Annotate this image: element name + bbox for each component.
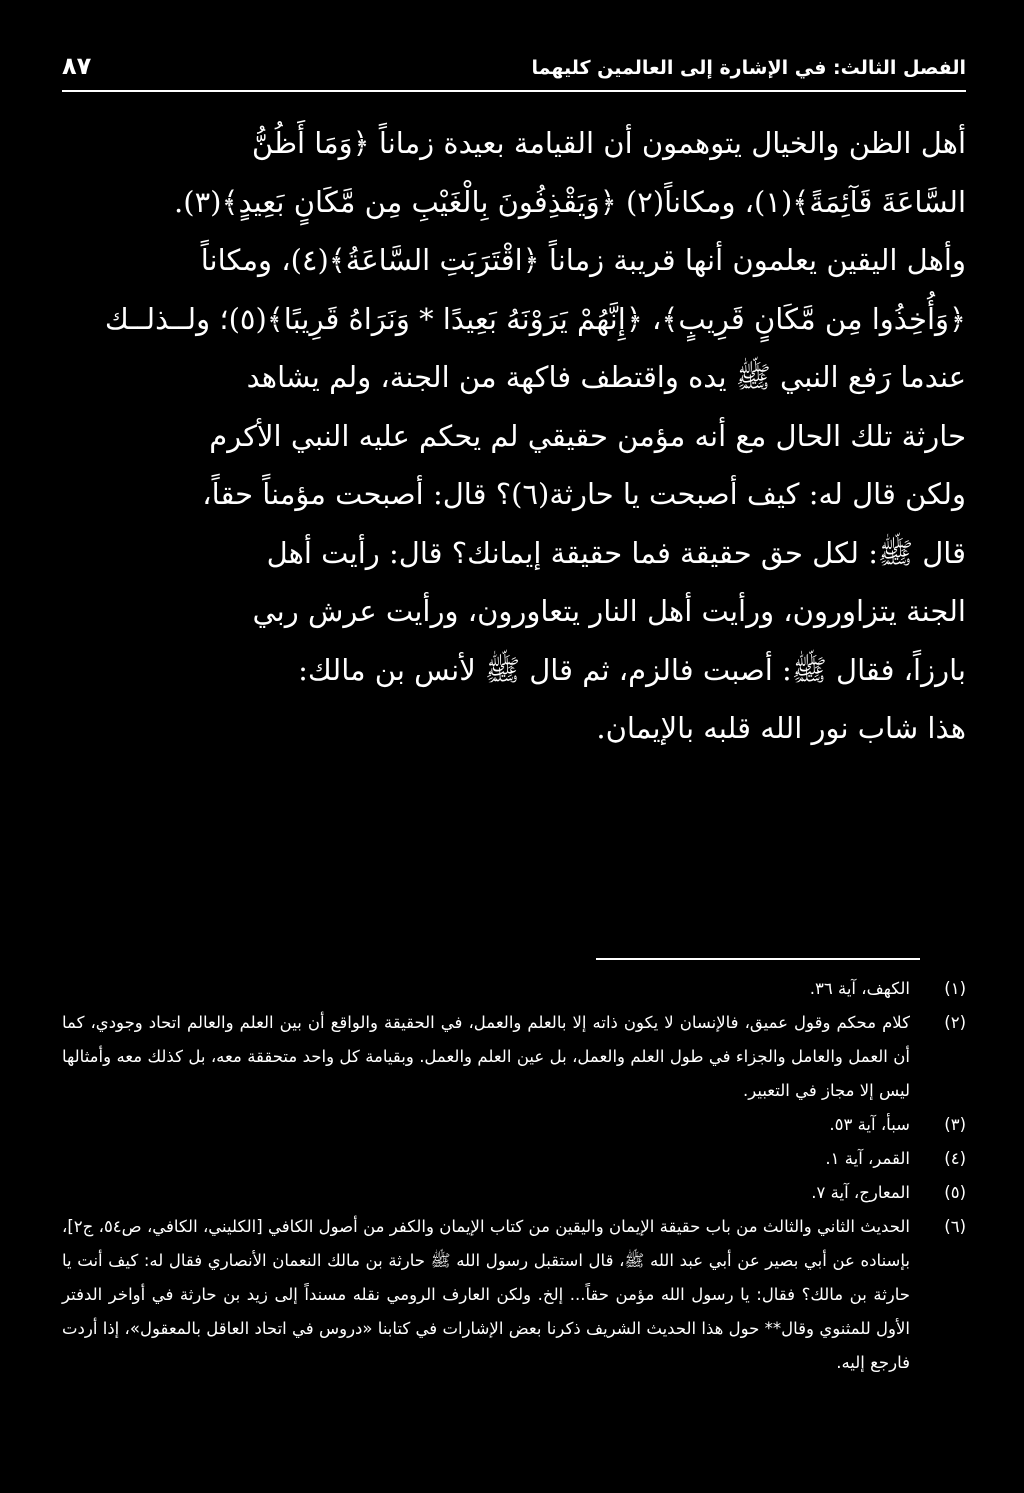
footnote: [62, 1176, 966, 1210]
footnote: [62, 1006, 966, 1108]
text-line: وأهل اليقين يعلمون أنها قريبة زماناً ﴿اقْتَرَبَتِ السَّاعَةُ﴾(٤)، ومكاناً: [200, 243, 966, 277]
footnotes: [62, 972, 966, 1380]
footnote: [62, 1108, 966, 1142]
footnote: [62, 1210, 966, 1380]
text-line: الجنة يتزاورون، ورأيت أهل النار يتعاورون، ورأيت عرش ربي: [252, 594, 966, 628]
footnote: [62, 972, 966, 1006]
footnote-divider: [596, 958, 920, 960]
footnote-number: (١): [944, 979, 966, 998]
footnote-number: (٥): [944, 1183, 966, 1202]
footnote-number: (٦): [944, 1217, 966, 1236]
text-line: بارزاً، فقال ﷺ: أصبت فالزم، ثم قال ﷺ لأنس بن مالك:: [298, 652, 966, 687]
main-text: [62, 114, 966, 758]
footnote-number: (٢): [944, 1013, 966, 1032]
page-header: [62, 52, 966, 80]
footnote-text: الحديث الثاني والثالث من باب حقيقة الإيمان واليقين من كتاب الإيمان والكفر من أصول الكافي [الكليني، الكافي، ص٥٤، ج٢]، بإسناده عن أبي بصير عن أبي عبد الله ﷺ، قال استقبل رسول الله ﷺ حارثة بن مالك النعمان الأنصاري فقال له: كيف أنت يا حارثة بن مالك؟ فقال: يا رسول الله مؤمن حقاً... إلخ. ولكن العارف الرومي نقله مسنداً إلى زيد بن حارثة في أواخر الدفتر الأول للمثنوي وقال** حول هذا الحديث الشريف ذكرنا بعض الإشارات في كتابنا «دروس في اتحاد العاقل بالمعقول»، إذا أردت فارجع إليه.: [62, 1217, 910, 1372]
header-divider: [62, 90, 966, 92]
footnote-number: (٣): [944, 1115, 966, 1134]
footnote-text: الكهف، آية ٣٦.: [809, 979, 910, 998]
text-line: عندما رَفع النبي ﷺ يده واقتطف فاكهة من الجنة، ولم يشاهد: [246, 360, 966, 394]
text-line: هذا شاب نور الله قلبه بالإيمان.: [596, 711, 966, 745]
text-line: ولكن قال له: كيف أصبحت يا حارثة(٦)؟ قال: أصبحت مؤمناً حقاً،: [202, 477, 966, 511]
text-line: قال ﷺ: لكل حق حقيقة فما حقيقة إيمانك؟ قال: رأيت أهل: [266, 535, 966, 570]
footnote-number: (٤): [944, 1149, 966, 1168]
footnote: [62, 1142, 966, 1176]
text-line: السَّاعَةَ قَآئِمَةً﴾(١)، ومكاناً(٢) ﴿وَيَقْذِفُونَ بِالْغَيْبِ مِن مَّكَانٍ بَعِيدٍ﴾(٣).: [174, 184, 966, 219]
footnote-text: سبأ، آية ٥٣.: [829, 1115, 910, 1134]
text-line: حارثة تلك الحال مع أنه مؤمن حقيقي لم يحكم عليه النبي الأكرم: [209, 418, 966, 453]
footnote-text: القمر، آية ١.: [825, 1149, 910, 1168]
chapter-title: الفصل الثالث: في الإشارة إلى العالمين كليهما: [531, 57, 966, 79]
footnote-text: كلام محكم وقول عميق، فالإنسان لا يكون ذاته إلا بالعلم والعمل، في الحقيقة والواقع أن بين العلم والعالم اتحاد وجودي، كما أن العمل والعامل والجزاء في طول العلم والعمل، بل عين العلم والعمل. وبقيامة كل واحد متحققة معه، بل كذلك معه وأمثالها ليس إلا مجاز في التعبير.: [62, 1013, 910, 1100]
page-number: ٨٧: [62, 52, 92, 80]
text-line: أهل الظن والخيال يتوهمون أن القيامة بعيدة زماناً ﴿وَمَا أَظُنُّ: [251, 126, 966, 160]
footnote-text: المعارج، آية ٧.: [811, 1183, 910, 1202]
text-line: ﴿وَأُخِذُوا مِن مَّكَانٍ قَرِيبٍ﴾، ﴿إِنَّهُمْ يَرَوْنَهُ بَعِيدًا * وَنَرَاهُ قَرِيبًا﴾(٥)؛ ولــذلــك: [104, 301, 966, 336]
